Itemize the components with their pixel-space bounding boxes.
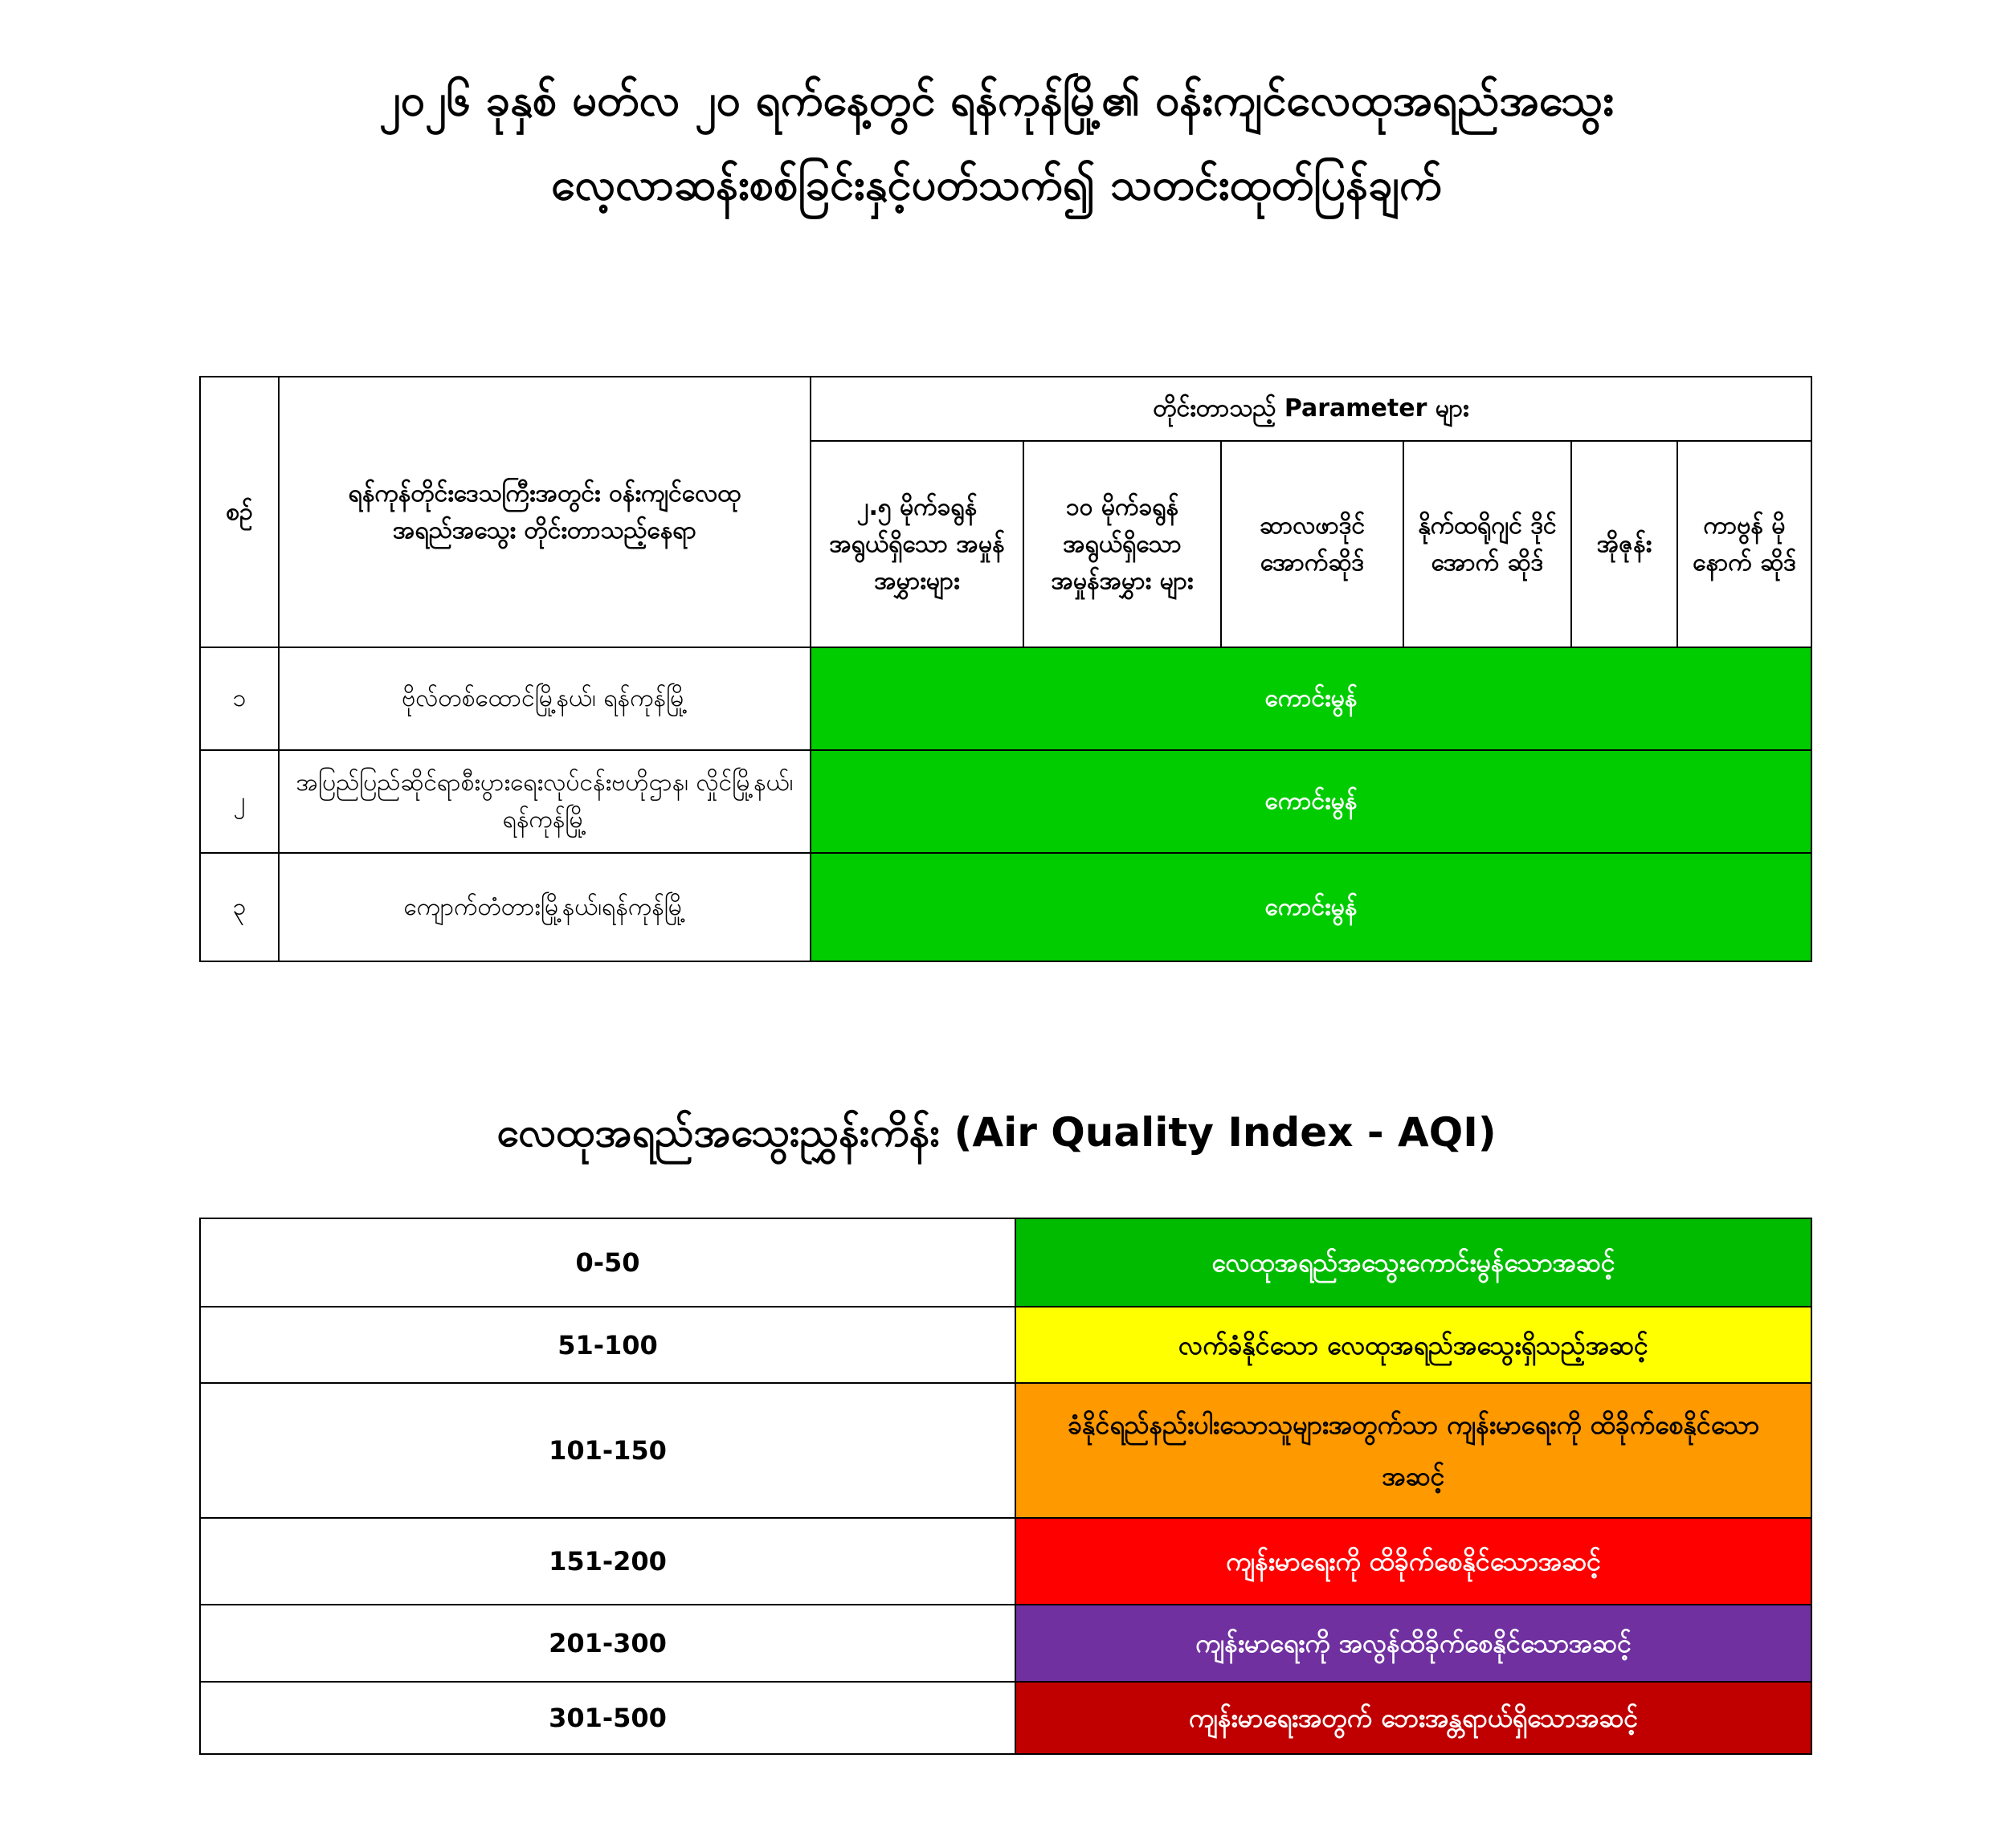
aqi-range: 0-50	[200, 1218, 1015, 1307]
aqi-description: လက်ခံနိုင်သော လေထုအရည်အသွေးရှိသည့်အဆင့်	[1015, 1307, 1811, 1383]
row-number: ၂	[200, 750, 279, 853]
aqi-range: 101-150	[200, 1383, 1015, 1518]
table-row	[200, 750, 1811, 853]
aqi-range: 201-300	[200, 1605, 1015, 1682]
header-parameters: တိုင်းတာသည့် Parameter များ	[811, 377, 1811, 441]
header-param-no2: နိုက်ထရိုဂျင် ဒိုင်အောက် ဆိုဒ်	[1403, 441, 1571, 647]
header-param-ozone: အိုဇုန်း	[1571, 441, 1677, 647]
aqi-row	[200, 1682, 1811, 1754]
row-location: အပြည်ပြည်ဆိုင်ရာစီးပွားရေးလုပ်ငန်းဗဟိုဌာန၊ လှိုင်မြို့နယ်၊ ရန်ကုန်မြို့	[279, 750, 811, 853]
header-param-pm25: ၂.၅ မိုက်ခရွန် အရွယ်ရှိသော အမှုန်အမွှားများ	[811, 441, 1023, 647]
aqi-description: ကျန်းမာရေးကို ထိခိုက်စေနိုင်သောအဆင့်	[1015, 1518, 1811, 1605]
header-param-pm10: ၁၀ မိုက်ခရွန် အရွယ်ရှိသော အမှုန်အမွှား များ	[1023, 441, 1221, 647]
air-quality-results-table	[199, 376, 1812, 962]
header-location: ရန်ကုန်တိုင်းဒေသကြီးအတွင်း ဝန်းကျင်လေထု အရည်အသွေး တိုင်းတာသည့်နေရာ	[279, 377, 811, 647]
row-number: ၁	[200, 647, 279, 750]
aqi-description: လေထုအရည်အသွေးကောင်းမွန်သောအဆင့်	[1015, 1218, 1811, 1307]
page-title-line2: လေ့လာဆန်းစစ်ခြင်းနှင့်ပတ်သက်၍ သတင်းထုတ်ပြန်ချက်	[551, 159, 1442, 210]
row-location: ဗိုလ်တစ်ထောင်မြို့နယ်၊ ရန်ကုန်မြို့	[279, 647, 811, 750]
aqi-row	[200, 1307, 1811, 1383]
aqi-description: ခံနိုင်ရည်နည်းပါးသောသူများအတွက်သာ ကျန်းမာရေးကို ထိခိုက်စေနိုင်သောအဆင့်	[1015, 1383, 1811, 1518]
aqi-range: 301-500	[200, 1682, 1015, 1754]
aqi-row	[200, 1218, 1811, 1307]
aqi-description: ကျန်းမာရေးအတွက် ဘေးအန္တရာယ်ရှိသောအဆင့်	[1015, 1682, 1811, 1754]
header-param-co: ကာဗွန် မိုနောက် ဆိုဒ်	[1677, 441, 1811, 647]
aqi-legend-title: လေထုအရည်အသွေးညွှန်းကိန်း (Air Quality Index - AQI)	[496, 1109, 1497, 1156]
row-status: ကောင်းမွန်	[811, 750, 1811, 853]
header-param-so2: ဆာလဖာဒိုင် အောက်ဆိုဒ်	[1221, 441, 1403, 647]
row-status: ကောင်းမွန်	[811, 853, 1811, 961]
page-title-line1: ၂၀၂၆ ခုနှစ် မတ်လ ၂၀ ရက်နေ့တွင် ရန်ကုန်မြို့၏ ဝန်းကျင်လေထုအရည်အသွေး	[379, 75, 1614, 125]
header-no: စဉ်	[200, 377, 279, 647]
aqi-description: ကျန်းမာရေးကို အလွန်ထိခိုက်စေနိုင်သောအဆင့်	[1015, 1605, 1811, 1682]
aqi-range: 51-100	[200, 1307, 1015, 1383]
row-status: ကောင်းမွန်	[811, 647, 1811, 750]
table-row	[200, 853, 1811, 961]
aqi-legend-table	[199, 1218, 1812, 1755]
row-location: ကျောက်တံတားမြို့နယ်၊ရန်ကုန်မြို့	[279, 853, 811, 961]
row-number: ၃	[200, 853, 279, 961]
table-row	[200, 647, 1811, 750]
aqi-row	[200, 1605, 1811, 1682]
aqi-range: 151-200	[200, 1518, 1015, 1605]
aqi-row	[200, 1518, 1811, 1605]
aqi-row	[200, 1383, 1811, 1518]
